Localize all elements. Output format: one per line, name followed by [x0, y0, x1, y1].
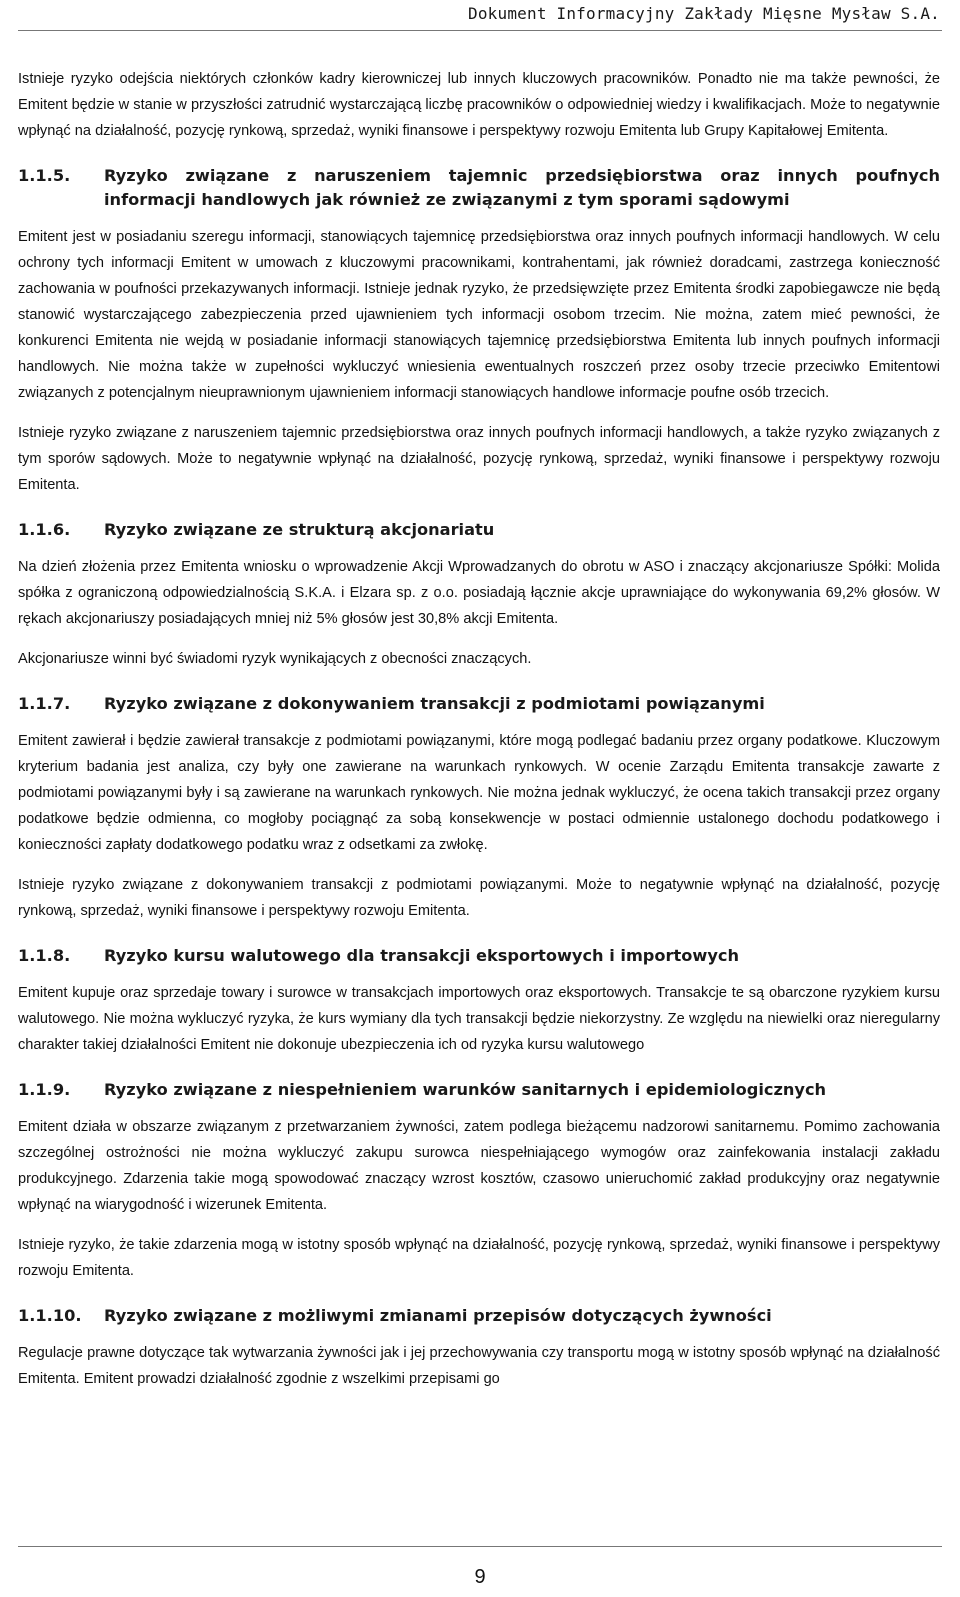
- section-paragraph: Akcjonariusze winni być świadomi ryzyk wynikających z obecności znaczących.: [18, 651, 532, 667]
- page-footer: [0, 1546, 960, 1597]
- section-number: 1.1.8.: [18, 946, 71, 965]
- section-title: Ryzyko związane z naruszeniem tajemnic przedsiębiorstwa oraz innych poufnych informacji handlowych jak również ze związanymi z tym sporami sądowymi: [104, 166, 940, 209]
- section-paragraph: Regulacje prawne dotyczące tak wytwarzania żywności jak i jej przechowywania czy transportu mogą w istotny sposób wpłynąć na działalność Emitenta. Emitent prowadzi działalność zgodnie z wszelkimi przepisami go: [18, 1345, 940, 1387]
- section-heading: [18, 518, 940, 542]
- footer-divider: [18, 1546, 942, 1547]
- section-1-1-5: [18, 164, 940, 498]
- section-title: Ryzyko związane z dokonywaniem transakcji z podmiotami powiązanymi: [104, 694, 765, 713]
- section-paragraph: Na dzień złożenia przez Emitenta wniosku o wprowadzenie Akcji Wprowadzanych do obrotu w ASO i znaczący akcjonariusze Spółki: Molida spółka z ograniczoną odpowiedzialnością S.K.A. i Elzara sp. z o.o. posiadają łącznie akcje uprawniające do wykonywania 69,2% głosów. W rękach akcjonariuszy posiadających mniej niż 5% głosów jest 30,8% akcji Emitenta.: [18, 559, 940, 627]
- section-heading: [18, 944, 940, 968]
- section-title: Ryzyko kursu walutowego dla transakcji eksportowych i importowych: [104, 946, 739, 965]
- page-header: [0, 0, 960, 32]
- section-number: 1.1.5.: [18, 166, 71, 185]
- section-1-1-6: [18, 518, 940, 672]
- intro-paragraph: Istnieje ryzyko odejścia niektórych członków kadry kierowniczej lub innych kluczowych pracowników. Ponadto nie ma także pewności, że Emitent będzie w stanie w przyszłości zatrudnić wystarczającą liczbę pracowników o odpowiedniej wiedzy i kwalifikacjach. Może to negatywnie wpłynąć na działalność, pozycję rynkową, sprzedaż, wyniki finansowe i perspektywy rozwoju Emitenta lub Grupy Kapitałowej Emitenta.: [18, 71, 940, 139]
- document-title: Dokument Informacyjny Zakłady Mięsne Mysław S.A.: [468, 4, 940, 23]
- section-number: 1.1.10.: [18, 1306, 82, 1325]
- section-paragraph: Emitent zawierał i będzie zawierał transakcje z podmiotami powiązanymi, które mogą podlegać badaniu przez organy podatkowe. Kluczowym kryterium badania jest analiza, czy były one zawierane na warunkach rynkowych. W ocenie Zarządu Emitenta transakcje zawarte z podmiotami powiązanymi były i są zawierane na warunkach rynkowych. Nie można jednak wykluczyć, że ocena takich transakcji przez organy podatkowe będzie odmienna, co mogłoby pociągnąć za sobą konsekwencje w postaci odmiennie ustalonego dochodu podatkowego i konieczności zapłaty dodatkowego podatku wraz z odsetkami za zwłokę.: [18, 733, 940, 853]
- header-divider: [18, 30, 942, 31]
- section-heading: [18, 164, 940, 212]
- section-paragraph: Istnieje ryzyko związane z naruszeniem tajemnic przedsiębiorstwa oraz innych poufnych informacji handlowych, a także ryzyko związanych z tym sporów sądowych. Może to negatywnie wpłynąć na działalność, pozycję rynkową, sprzedaż, wyniki finansowe i perspektywy rozwoju Emitenta.: [18, 425, 940, 493]
- document-body: [18, 66, 940, 1406]
- section-heading: [18, 1078, 940, 1102]
- section-number: 1.1.9.: [18, 1080, 71, 1099]
- section-1-1-9: [18, 1078, 940, 1284]
- section-heading: [18, 692, 940, 716]
- section-number: 1.1.7.: [18, 694, 71, 713]
- section-paragraph: Istnieje ryzyko związane z dokonywaniem transakcji z podmiotami powiązanymi. Może to negatywnie wpłynąć na działalność, pozycję rynkową, sprzedaż, wyniki finansowe i perspektywy rozwoju Emitenta.: [18, 877, 940, 919]
- section-1-1-10: [18, 1304, 940, 1392]
- section-heading: [18, 1304, 940, 1328]
- section-1-1-8: [18, 944, 940, 1058]
- section-number: 1.1.6.: [18, 520, 71, 539]
- section-title: Ryzyko związane z możliwymi zmianami przepisów dotyczących żywności: [104, 1306, 772, 1325]
- page-number: 9: [474, 1566, 486, 1588]
- section-paragraph: Emitent działa w obszarze związanym z przetwarzaniem żywności, zatem podlega bieżącemu nadzorowi sanitarnemu. Pomimo zachowania szczególnej ostrożności nie można wykluczyć zakupu surowca niespełniającego wymogów oraz zainfekowania instalacji zakładu produkcyjnego. Zdarzenia takie mogą spowodować znaczący wzrost kosztów, czasowo unieruchomić zakład produkcyjny oraz negatywnie wpłynąć na wiarygodność i wizerunek Emitenta.: [18, 1119, 940, 1213]
- section-title: Ryzyko związane z niespełnieniem warunków sanitarnych i epidemiologicznych: [104, 1080, 827, 1099]
- section-paragraph: Emitent jest w posiadaniu szeregu informacji, stanowiących tajemnicę przedsiębiorstwa oraz innych poufnych informacji handlowych. W celu ochrony tych informacji Emitent w umowach z kluczowymi pracownikami, kontrahentami, jak również doradcami, zastrzega konieczność zachowania w poufności przekazywanych informacji. Istnieje jednak ryzyko, że przedsięwzięte przez Emitenta środki zapobiegawcze nie będą stanowić wystarczającego zabezpieczenia przed ujawnieniem tych informacji osobom trzecim. Nie można, zatem mieć pewności, że konkurenci Emitenta nie wejdą w posiadanie informacji stanowiących tajemnicę przedsiębiorstwa Emitenta lub innych poufnych informacji handlowych. Nie można także w zupełności wykluczyć wniesienia ewentualnych roszczeń przez osoby trzecie przeciwko Emitentowi związanych z potencjalnym nieuprawnionym ujawnieniem informacji stanowiących handlowe informacje poufne osób trzecich.: [18, 229, 940, 401]
- section-paragraph: Emitent kupuje oraz sprzedaje towary i surowce w transakcjach importowych oraz eksportowych. Transakcje te są obarczone ryzykiem kursu walutowego. Nie można wykluczyć ryzyka, że kurs wymiany dla tych transakcji będzie niekorzystny. Ze względu na niewielki oraz nieregularny charakter takiej działalności Emitent nie dokonuje ubezpieczenia ich od ryzyka kursu walutowego: [18, 985, 940, 1053]
- section-title: Ryzyko związane ze strukturą akcjonariatu: [104, 520, 495, 539]
- section-paragraph: Istnieje ryzyko, że takie zdarzenia mogą w istotny sposób wpłynąć na działalność, pozycję rynkową, sprzedaż, wyniki finansowe i perspektywy rozwoju Emitenta.: [18, 1237, 940, 1279]
- section-1-1-7: [18, 692, 940, 924]
